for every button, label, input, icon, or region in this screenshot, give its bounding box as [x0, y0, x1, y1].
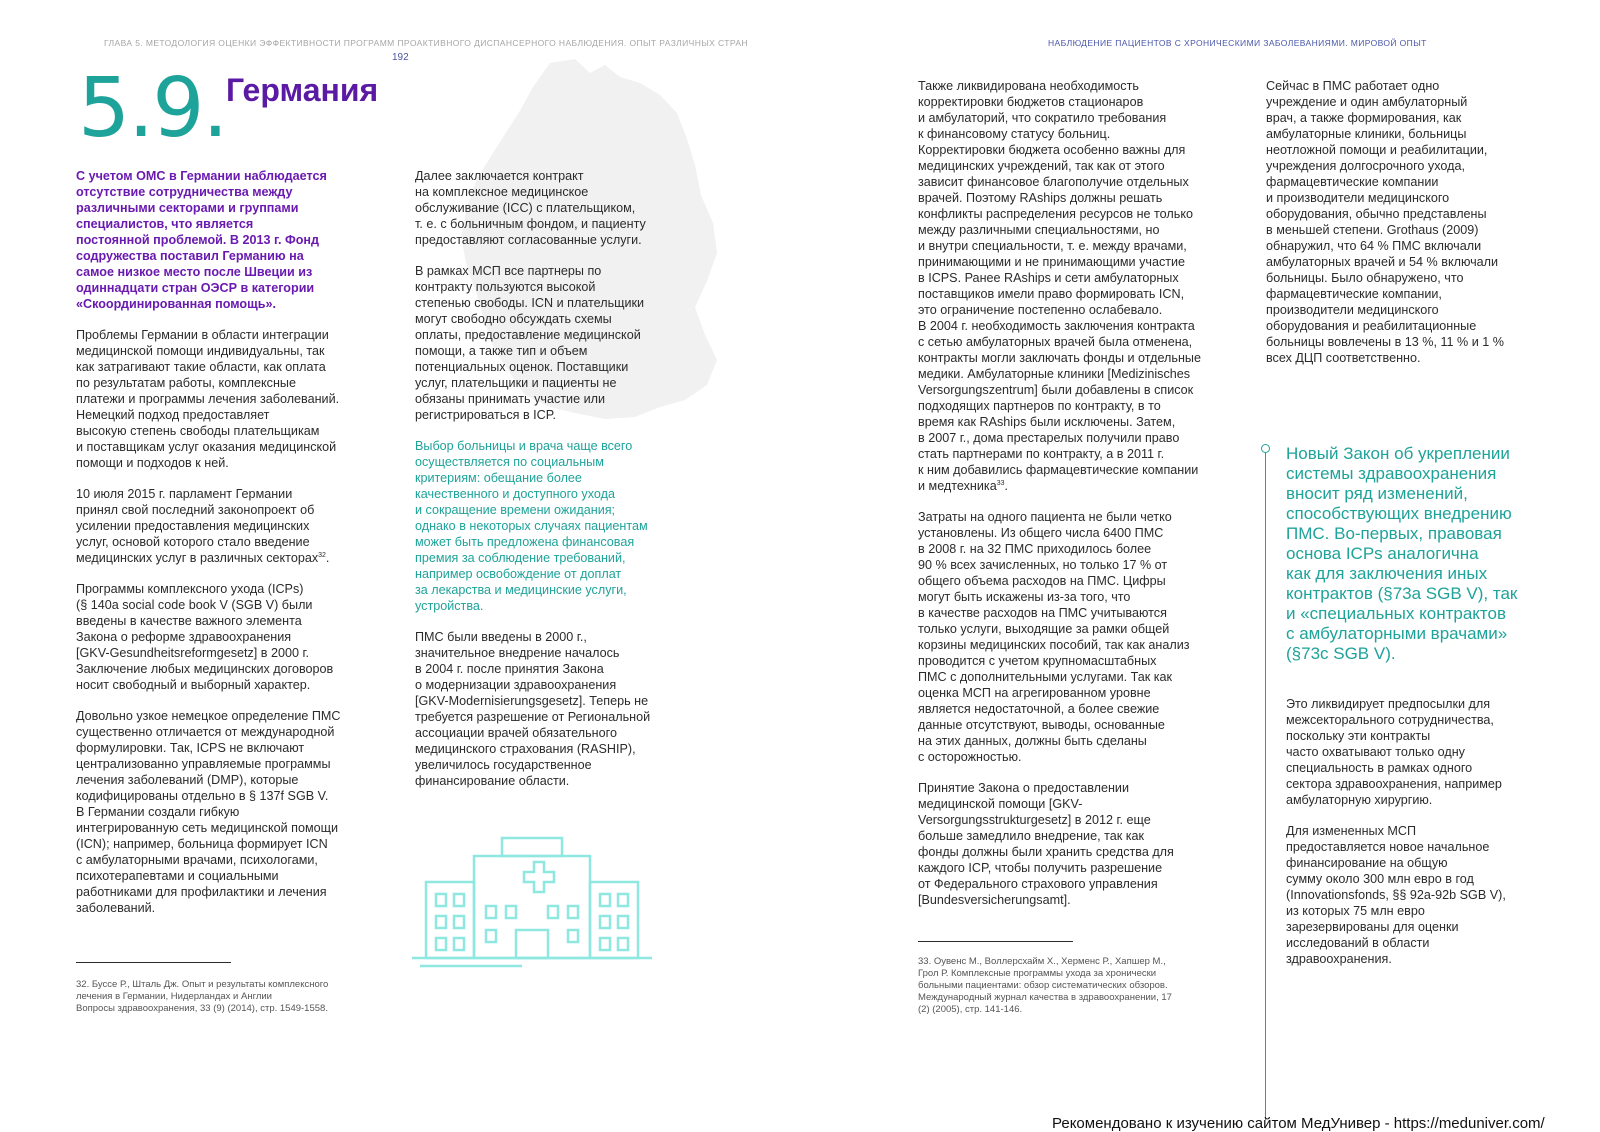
footnote-32: 32. Буссе Р., Шталь Дж. Опыт и результаты комплексного лечения в Германии, Нидерландах и Англии Вопросы здравоохранения, 33 (9) (2014), стр. 1549-1558.: [76, 979, 329, 1014]
footnote-rule: [76, 962, 231, 963]
watermark-link[interactable]: Рекомендовано к изучению сайтом МедУнивер - https://meduniver.com/: [1052, 1115, 1545, 1132]
column-1: [76, 168, 386, 931]
footnote-33: 33. Оувенс М., Воллерсхайм Х., Херменс Р., Хапшер М., Грол Р. Комплексные программы ухода за хронически больными пациентами: обзор систематических обзоров. Международный журнал качества в здравоохранении, 17 (2) (2005), стр. 141-146.: [918, 956, 1172, 1015]
paragraph: Сейчас в ПМС работает одно учреждение и один амбулаторный врач, а также формирования, как амбулаторные клиники, больницы неотложной помощи и реабилитации, учреждения долгосрочного ухода, фармацевтические компании и производители медицинского оборудования, обычно представлены в меньшей степени. Grothaus (2009) обнаружил, что 64 % ПМС включали амбулаторных врачей и 54 % включали больницы. Было обнаружено, что фармацевтические компании, производители медицинского оборудования и реабилитационные больницы вовлечены в 13 %, 11 % и 1 % всех ДЦП соответственно.: [1266, 79, 1504, 365]
hospital-icon: [412, 836, 652, 976]
paragraph: Проблемы Германии в области интеграции медицинской помощи индивидуальны, так как затрагивают такие области, как оплата по результатам работы, комплексные платежи и программы лечения заболеваний. Немецкий подход предоставляет высокую степень свободы плательщикам и поставщикам услуг оказания медицинской помощи и подходов к ней.: [76, 328, 340, 470]
page-number: 192: [392, 52, 409, 63]
footnote-ref-32[interactable]: 32: [318, 551, 326, 559]
paragraph: Далее заключается контракт на комплексное медицинское обслуживание (ICC) с плательщиком, т. е. с больничным фондом, и пациенту предоставляют согласованные услуги.: [415, 169, 646, 247]
column-2: [415, 168, 690, 804]
column-4: [1266, 78, 1556, 381]
paragraph: В рамках МСП все партнеры по контракту пользуются высокой степенью свободы. ICN и плательщики могут свободно обсуждать схемы оплаты, предоставление медицинской помощи, а также тип и объем потенциальных оценок. Поставщики услуг, плательщики и пациенты не обязаны принимать участие или регистрироваться в ICP.: [415, 264, 645, 422]
quote-rule-dot: [1261, 444, 1270, 453]
footnote-ref-33[interactable]: 33: [996, 479, 1005, 487]
paragraph: ПМС были введены в 2000 г., значительное внедрение началось в 2004 г. после принятия Закона о модернизации здравоохранения [GKV-Modernisierungsgesetz]. Теперь не требуется разрешение от Региональной ассоциации врачей обязательного медицинского страхования (RASHIP), увеличилось государственное финансирование области.: [415, 630, 651, 788]
column-3: [918, 78, 1248, 923]
section-title: Германия: [226, 72, 379, 108]
column-5: [1286, 696, 1551, 982]
paragraph: Затраты на одного пациента не были четко установлены. Из общего числа 6400 ПМС в 2008 г. на 32 ПМС приходилось более 90 % всех зачисленных, но только 17 % от общего объема расходов на ПМС. Цифры могут быть искажены из-за того, что в качестве расходов на ПМС учитываются только услуги, выходящие за рамки общей корзины медицинских пособий, так как анализ проводится с учетом крупномасштабных ПМС с дополнительными услугами. Так как оценка МСП на агрегированном уровне является недостаточной, а более свежие данные отсутствуют, выводы, основанные на этих данных, должны быть сделаны с осторожностью.: [918, 510, 1190, 764]
section-number: 5.9.: [78, 61, 227, 156]
pull-quote: Новый Закон об укреплении системы здравоохранения вносит ряд изменений, способствующих внедрению ПМС. Во-первых, правовая основа ICPs аналогична как для заключения иных контрактов (§73a SGB V), так и «специальных контрактов с амбулаторными врачами» (§73c SGB V).: [1286, 444, 1518, 663]
highlight-paragraph: Выбор больницы и врача чаще всего осуществляется по социальным критериям: обещание более качественного и доступного ухода и сокращение времени ожидания; однако в некоторых случаях пациентам может быть предложена финансовая премия за соблюдение требований, например освобождение от доплат за лекарства и медицинские услуги, устройства.: [415, 439, 648, 613]
paragraph: Принятие Закона о предоставлении медицинской помощи [GKV- Versorgungsstrukturgesetz] в 2012 г. еще больше замедлило внедрение, так как фонды должны были хранить средства для каждого ICP, чтобы получить разрешение от Федерального страхового управления [Bundesversicherungsamt].: [918, 781, 1174, 907]
footnote-rule: [918, 941, 1073, 942]
paragraph: Довольно узкое немецкое определение ПМС существенно отличается от международной формулировки. Так, ICPS не включают централизованно управляемые программы лечения заболеваний (DMP), которые кодифицированы отдельно в § 137f SGB V. В Германии создали гибкую интегрированную сеть медицинской помощи (ICN); например, больница формирует ICN с амбулаторными врачами, психологами, психотерапевтами и социальными работниками для профилактики и лечения заболеваний.: [76, 709, 341, 915]
paragraph: Также ликвидирована необходимость корректировки бюджетов стационаров и амбулаторий, что сократило требования к финансовому статусу больниц. Корректировки бюджета особенно важны для медицинских учреждений, так как от этого зависит финансовое благополучие отдельных врачей. Поэтому RAships должны решать конфликты распределения ресурсов не только между различными специальностями, но и внутри специальности, т. е. между врачами, принимающими и не принимающими участие в ICPS. Ранее RAships и сети амбулаторных поставщиков имели право формировать ICN, это ограничение постепенно ослабевало. В 2004 г. необходимость заключения контракта с сетью амбулаторных врачей была отменена, контракты могли заключать фонды и отдельные медики. Амбулаторные клиники [Medizinisches Versorgungszentrum] были добавлены в список подходящих партнеров по контракту, в то время как RAships были исключены. Затем, в 2007 г., дома престарелых получили право стать партнерами по контракту, а в 2011 г. к ним добавились фармацевтические компании и медтехника$^{33}$.: [918, 79, 1201, 493]
paragraph: Это ликвидирует предпосылки для межсекторального сотрудничества, поскольку эти контракты часто охватывают только одну специальность в рамках одного сектора здравоохранения, например амбулаторную хирургию.: [1286, 697, 1502, 807]
lead-paragraph: С учетом ОМС в Германии наблюдается отсутствие сотрудничества между различными секторами и группами специалистов, что является постоянной проблемой. В 2013 г. Фонд содружества поставил Германию на самое низкое место после Швеции из одиннадцати стран ОЭСР в категории «Скоординированная помощь».: [76, 169, 327, 311]
running-head-right: НАБЛЮДЕНИЕ ПАЦИЕНТОВ С ХРОНИЧЕСКИМИ ЗАБОЛЕВАНИЯМИ. МИРОВОЙ ОПЫТ: [1048, 38, 1427, 48]
running-head-left: ГЛАВА 5. МЕТОДОЛОГИЯ ОЦЕНКИ ЭФФЕКТИВНОСТИ ПРОГРАММ ПРОАКТИВНОГО ДИСПАНСЕРНОГО НАБЛЮДЕНИЯ. ОПЫТ РАЗЛИЧНЫХ СТРАН: [104, 38, 748, 48]
paragraph: Программы комплексного ухода (ICPs) (§ 140a social code book V (SGB V) были введены в качестве важного элемента Закона о реформе здравоохранения [GKV-Gesundheitsreformgesetz] в 2000 г. Заключение любых медицинских договоров носит свободный и выборный характер.: [76, 582, 334, 692]
paragraph: 10 июля 2015 г. парламент Германии принял свой последний законопроект об усилении предоставления медицинских услуг, основой которого стало введение медицинских услуг в различных секторах$^{32}$.: [76, 487, 330, 565]
quote-rule: [1265, 448, 1266, 1120]
paragraph: Для измененных МСП предоставляется новое начальное финансирование на общую сумму около 300 млн евро в год (Innovationsfonds, §§ 92a-92b SGB V), из которых 75 млн евро зарезервированы для оценки исследований в области здравоохранения.: [1286, 824, 1506, 966]
